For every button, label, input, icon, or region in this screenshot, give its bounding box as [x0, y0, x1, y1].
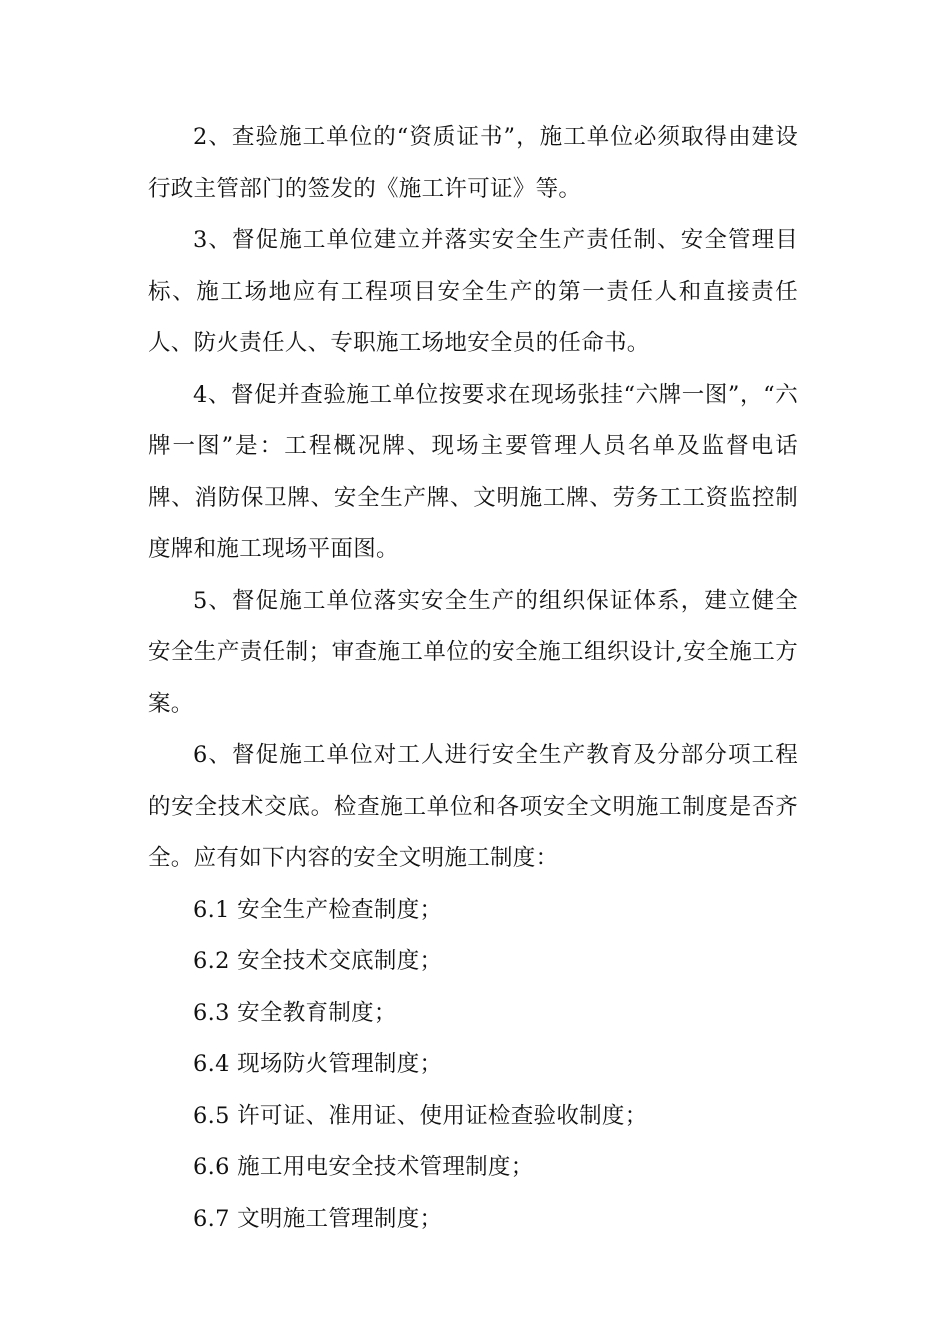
paragraph-5: 5、督促施工单位落实安全生产的组织保证体系，建立健全安全生产责任制；审查施工单位的安全施工组织设计,安全施工方案。 [148, 587, 798, 717]
list-item-6-5: 6.5 许可证、准用证、使用证检查验收制度； [193, 1102, 648, 1129]
list-item-6-6: 6.6 施工用电安全技术管理制度； [193, 1154, 534, 1180]
list-item-6-2: 6.2 安全技术交底制度； [193, 948, 443, 974]
paragraph-6: 6、督促施工单位对工人进行安全生产教育及分部分项工程的安全技术交底。检查施工单位和各项安全文明施工制度是否齐全。应有如下内容的安全文明施工制度： [148, 742, 798, 871]
paragraph-3: 3、督促施工单位建立并落实安全生产责任制、安全管理目标、施工场地应有工程项目安全生产的第一责任人和直接责任人、防火责任人、专职施工场地安全员的任命书。 [148, 227, 798, 356]
document-page [148, 112, 798, 1245]
list-item-6-4: 6.4 现场防火管理制度； [193, 1051, 443, 1077]
paragraph-2: 2、查验施工单位的“资质证书”，施工单位必须取得由建设行政主管部门的签发的《施工许可证》等。 [148, 124, 798, 202]
paragraph-4: 4、督促并查验施工单位按要求在现场张挂“六牌一图”，“六牌一图”是：工程概况牌、现场主要管理人员名单及监督电话牌、消防保卫牌、安全生产牌、文明施工牌、劳务工工资监控制度牌和施工现场平面图。 [148, 381, 798, 562]
list-item-6-7: 6.7 文明施工管理制度； [193, 1205, 443, 1232]
list-item-6-3: 6.3 安全教育制度； [193, 999, 397, 1026]
list-item-6-1: 6.1 安全生产检查制度； [193, 896, 443, 923]
